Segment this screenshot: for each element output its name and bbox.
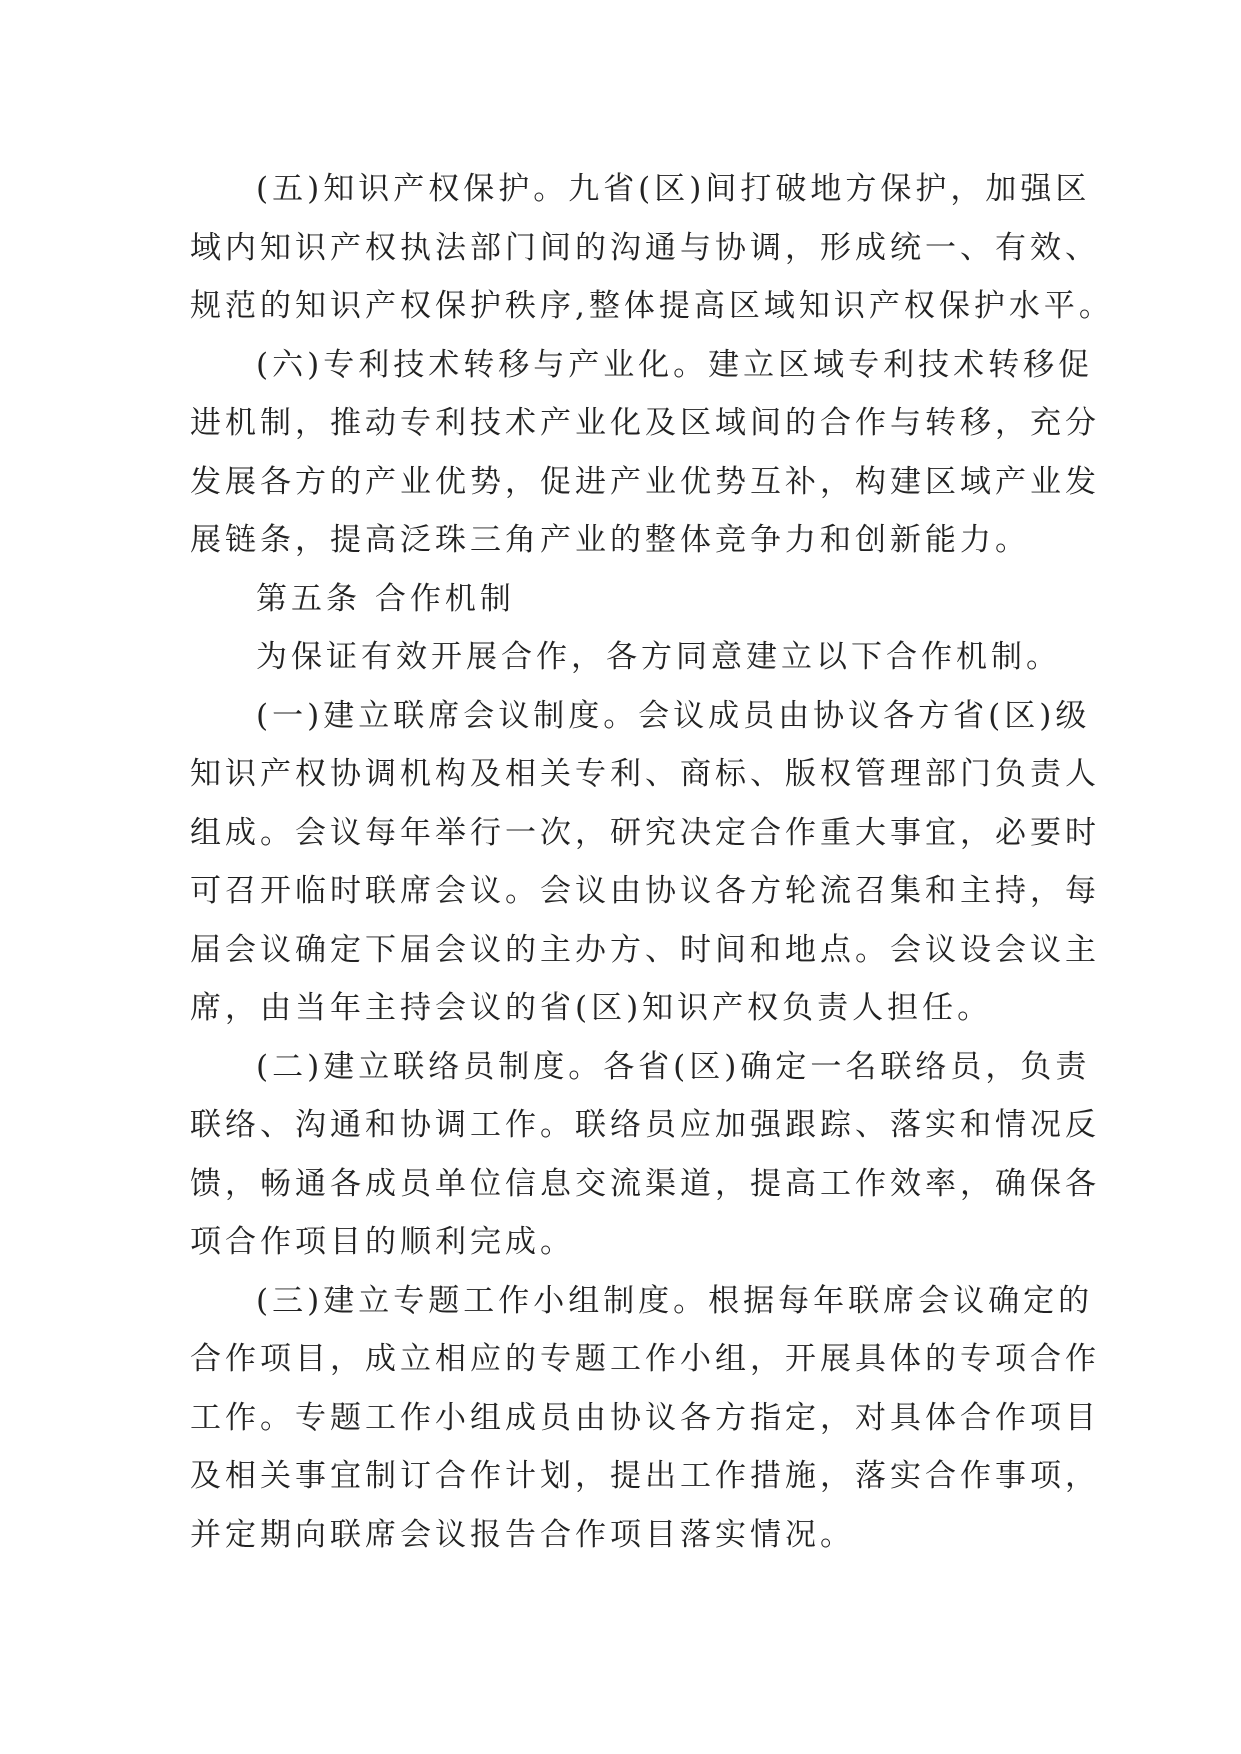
text-line: 可召开临时联席会议。会议由协议各方轮流召集和主持，每: [190, 873, 1100, 909]
text-line: 并定期向联席会议报告合作项目落实情况。: [190, 1516, 855, 1553]
text-line: 展链条，提高泛珠三角产业的整体竞争力和创新能力。: [190, 522, 1030, 558]
document-body: [190, 160, 1114, 1564]
text-line: (二)建立联络员制度。各省(区)确定一名联络员，负责: [256, 1048, 1091, 1085]
text-line: (一)建立联席会议制度。会议成员由协议各方省(区)级: [256, 697, 1091, 734]
text-line: 馈，畅通各成员单位信息交流渠道，提高工作效率，确保各: [190, 1165, 1100, 1202]
text-line: (三)建立专题工作小组制度。根据每年联席会议确定的: [256, 1282, 1094, 1319]
text-line: 联络、沟通和协调工作。联络员应加强跟踪、落实和情况反: [190, 1107, 1100, 1143]
text-line: 届会议确定下届会议的主办方、时间和地点。会议设会议主: [190, 931, 1100, 968]
text-line: 域内知识产权执法部门间的沟通与协调，形成统一、有效、: [190, 229, 1100, 266]
text-line: 项合作项目的顺利完成。: [190, 1224, 575, 1260]
text-line: 工作。专题工作小组成员由协议各方指定，对具体合作项目: [190, 1399, 1100, 1436]
text-line: 规范的知识产权保护秩序,整体提高区域知识产权保护水平。: [190, 288, 1114, 324]
text-line: 知识产权协调机构及相关专利、商标、版权管理部门负责人: [190, 756, 1100, 792]
text-line: 进机制，推动专利技术产业化及区域间的合作与转移，充分: [190, 405, 1100, 441]
section-heading: 第五条 合作机制: [256, 580, 515, 617]
text-line: 发展各方的产业优势，促进产业优势互补，构建区域产业发: [190, 463, 1100, 500]
text-line: 席，由当年主持会议的省(区)知识产权负责人担任。: [190, 990, 993, 1026]
text-line: 组成。会议每年举行一次，研究决定合作重大事宜，必要时: [190, 814, 1100, 851]
text-line: (五)知识产权保护。九省(区)间打破地方保护，加强区: [256, 171, 1091, 207]
text-line: 合作项目，成立相应的专题工作小组，开展具体的专项合作: [190, 1341, 1100, 1377]
text-line: 及相关事宜制订合作计划，提出工作措施，落实合作事项，: [190, 1458, 1100, 1494]
text-line: 为保证有效开展合作，各方同意建立以下合作机制。: [256, 639, 1061, 675]
text-line: (六)专利技术转移与产业化。建立区域专利技术转移促: [256, 346, 1094, 383]
